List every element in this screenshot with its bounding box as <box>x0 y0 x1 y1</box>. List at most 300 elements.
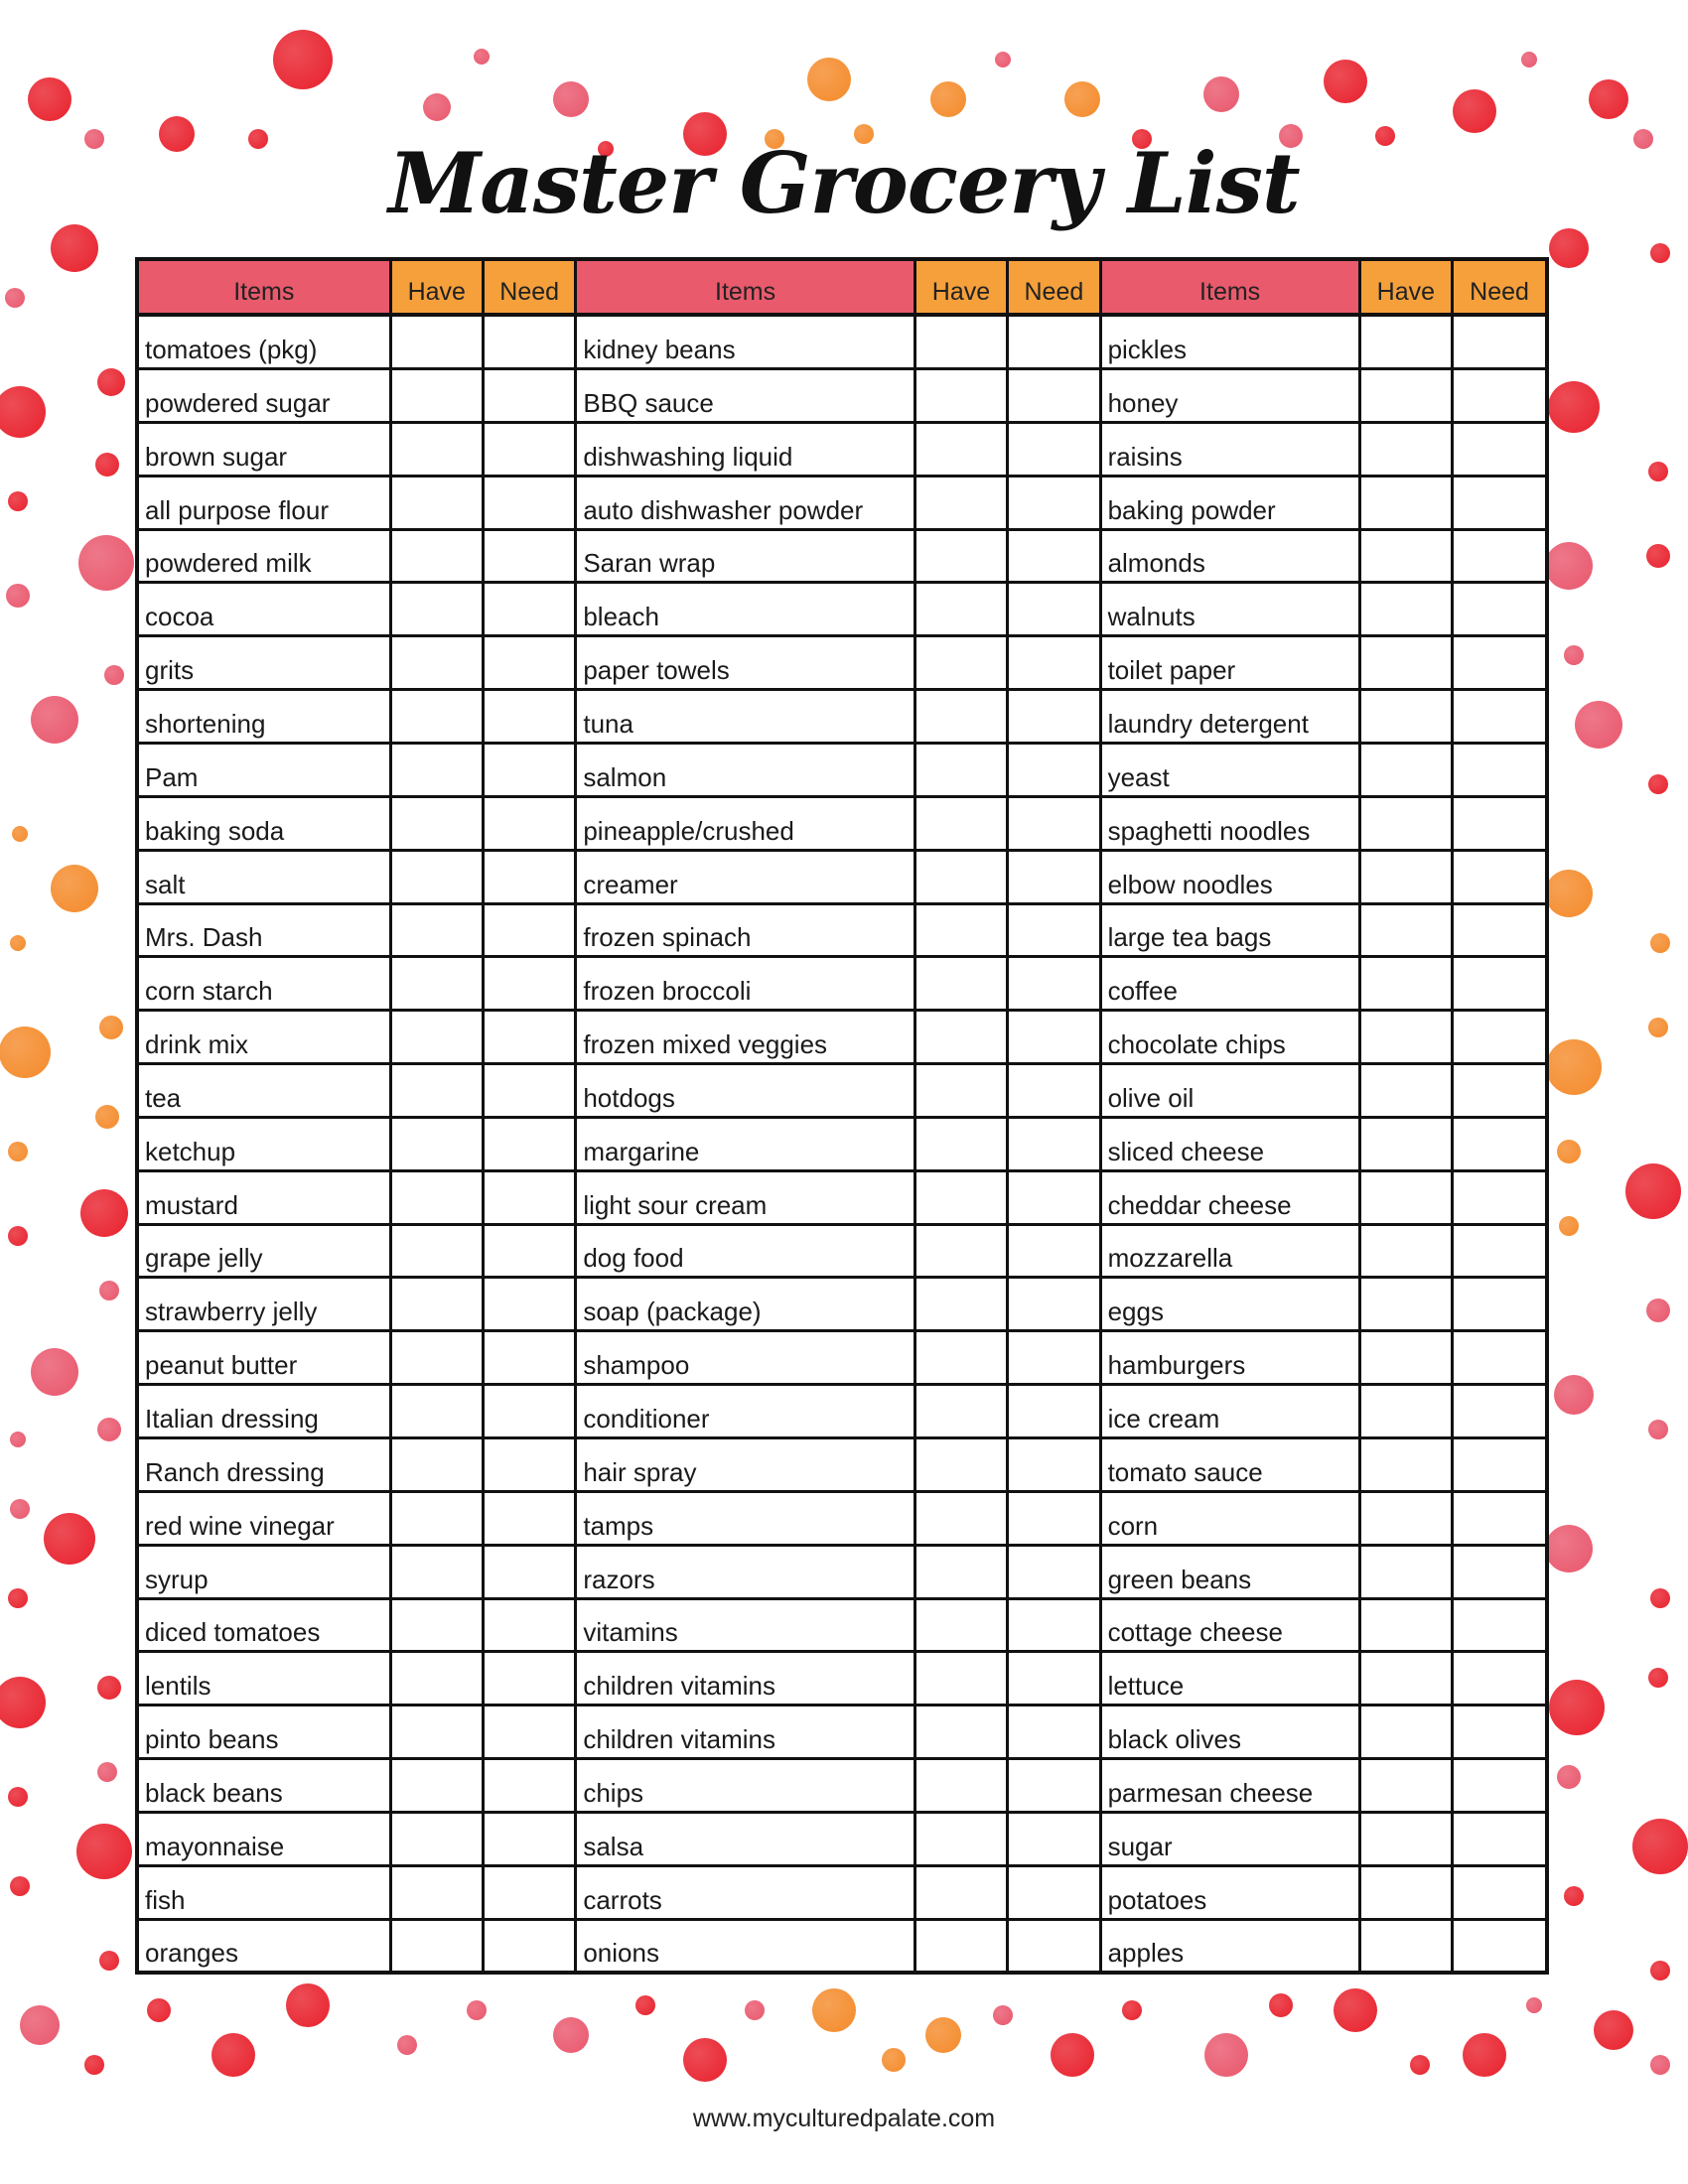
have-checkbox-cell[interactable] <box>390 744 483 797</box>
have-checkbox-cell[interactable] <box>390 1759 483 1813</box>
need-checkbox-cell[interactable] <box>483 850 575 903</box>
need-checkbox-cell[interactable] <box>483 1865 575 1919</box>
have-checkbox-cell[interactable] <box>1359 1011 1452 1064</box>
need-checkbox-cell[interactable] <box>1453 903 1545 957</box>
have-checkbox-cell[interactable] <box>390 636 483 690</box>
need-checkbox-cell[interactable] <box>483 1117 575 1170</box>
item-cell: pickles <box>1100 315 1359 369</box>
item-cell: black beans <box>139 1759 390 1813</box>
header-items-2: Items <box>576 261 914 315</box>
decorative-dot <box>995 52 1011 68</box>
have-checkbox-cell[interactable] <box>1359 476 1452 529</box>
need-checkbox-cell[interactable] <box>483 1812 575 1865</box>
have-checkbox-cell[interactable] <box>1359 744 1452 797</box>
have-checkbox-cell[interactable] <box>914 1437 1007 1491</box>
need-checkbox-cell[interactable] <box>1008 1919 1100 1971</box>
have-checkbox-cell[interactable] <box>1359 1598 1452 1652</box>
decorative-dot <box>211 2033 255 2077</box>
item-cell: paper towels <box>576 636 914 690</box>
need-checkbox-cell[interactable] <box>483 1011 575 1064</box>
have-checkbox-cell[interactable] <box>914 1011 1007 1064</box>
need-checkbox-cell[interactable] <box>1453 850 1545 903</box>
item-cell: tomatoes (pkg) <box>139 315 390 369</box>
table-row <box>139 1437 1545 1491</box>
table-row <box>139 369 1545 423</box>
need-checkbox-cell[interactable] <box>483 636 575 690</box>
item-cell: raisins <box>1100 422 1359 476</box>
decorative-dot <box>1650 1588 1670 1608</box>
have-checkbox-cell[interactable] <box>914 636 1007 690</box>
decorative-dot <box>467 2000 487 2020</box>
decorative-dot <box>745 2000 765 2020</box>
need-checkbox-cell[interactable] <box>483 796 575 850</box>
item-cell: yeast <box>1100 744 1359 797</box>
item-cell: potatoes <box>1100 1865 1359 1919</box>
table-row <box>139 1278 1545 1331</box>
item-cell: ketchup <box>139 1117 390 1170</box>
need-checkbox-cell[interactable] <box>1008 1437 1100 1491</box>
decorative-dot <box>8 1142 28 1161</box>
need-checkbox-cell[interactable] <box>1453 422 1545 476</box>
decorative-dot <box>80 1189 128 1237</box>
have-checkbox-cell[interactable] <box>1359 903 1452 957</box>
have-checkbox-cell[interactable] <box>390 529 483 583</box>
decorative-dot <box>78 535 134 591</box>
decorative-dot <box>1526 1997 1542 2013</box>
need-checkbox-cell[interactable] <box>1008 1598 1100 1652</box>
need-checkbox-cell[interactable] <box>483 422 575 476</box>
have-checkbox-cell[interactable] <box>1359 1278 1452 1331</box>
need-checkbox-cell[interactable] <box>1453 1437 1545 1491</box>
need-checkbox-cell[interactable] <box>1453 1011 1545 1064</box>
have-checkbox-cell[interactable] <box>914 1812 1007 1865</box>
have-checkbox-cell[interactable] <box>1359 690 1452 744</box>
item-cell: Italian dressing <box>139 1385 390 1438</box>
header-need-1: Need <box>483 261 575 315</box>
have-checkbox-cell[interactable] <box>1359 1064 1452 1118</box>
item-cell: eggs <box>1100 1278 1359 1331</box>
have-checkbox-cell[interactable] <box>914 1706 1007 1759</box>
item-cell: children vitamins <box>576 1706 914 1759</box>
decorative-dot <box>97 1418 121 1441</box>
need-checkbox-cell[interactable] <box>1008 744 1100 797</box>
header-items-1: Items <box>139 261 390 315</box>
have-checkbox-cell[interactable] <box>390 1865 483 1919</box>
item-cell: cottage cheese <box>1100 1598 1359 1652</box>
decorative-dot <box>683 2038 727 2082</box>
table-row <box>139 1331 1545 1385</box>
item-cell: lettuce <box>1100 1652 1359 1706</box>
decorative-dot <box>0 1677 46 1728</box>
have-checkbox-cell[interactable] <box>914 1064 1007 1118</box>
have-checkbox-cell[interactable] <box>914 903 1007 957</box>
need-checkbox-cell[interactable] <box>483 1064 575 1118</box>
item-cell: hamburgers <box>1100 1331 1359 1385</box>
have-checkbox-cell[interactable] <box>390 1331 483 1385</box>
have-checkbox-cell[interactable] <box>390 1224 483 1278</box>
need-checkbox-cell[interactable] <box>483 1652 575 1706</box>
have-checkbox-cell[interactable] <box>390 1064 483 1118</box>
need-checkbox-cell[interactable] <box>1453 1385 1545 1438</box>
need-checkbox-cell[interactable] <box>1453 1706 1545 1759</box>
have-checkbox-cell[interactable] <box>1359 796 1452 850</box>
decorative-dot <box>1453 89 1496 133</box>
need-checkbox-cell[interactable] <box>1453 1545 1545 1598</box>
have-checkbox-cell[interactable] <box>914 529 1007 583</box>
decorative-dot <box>99 1016 123 1039</box>
have-checkbox-cell[interactable] <box>1359 422 1452 476</box>
have-checkbox-cell[interactable] <box>914 476 1007 529</box>
need-checkbox-cell[interactable] <box>1453 1331 1545 1385</box>
have-checkbox-cell[interactable] <box>390 1545 483 1598</box>
have-checkbox-cell[interactable] <box>1359 1117 1452 1170</box>
need-checkbox-cell[interactable] <box>483 1331 575 1385</box>
have-checkbox-cell[interactable] <box>390 690 483 744</box>
decorative-dot <box>1463 2033 1506 2077</box>
have-checkbox-cell[interactable] <box>1359 1919 1452 1971</box>
need-checkbox-cell[interactable] <box>1453 1064 1545 1118</box>
have-checkbox-cell[interactable] <box>390 796 483 850</box>
decorative-dot <box>8 491 28 511</box>
have-checkbox-cell[interactable] <box>390 422 483 476</box>
have-checkbox-cell[interactable] <box>1359 1170 1452 1224</box>
have-checkbox-cell[interactable] <box>914 1652 1007 1706</box>
item-cell: auto dishwasher powder <box>576 476 914 529</box>
need-checkbox-cell[interactable] <box>1453 583 1545 636</box>
need-checkbox-cell[interactable] <box>483 1545 575 1598</box>
table-row <box>139 957 1545 1011</box>
table-row <box>139 1491 1545 1545</box>
have-checkbox-cell[interactable] <box>914 744 1007 797</box>
item-cell: sliced cheese <box>1100 1117 1359 1170</box>
need-checkbox-cell[interactable] <box>1008 1759 1100 1813</box>
have-checkbox-cell[interactable] <box>1359 1491 1452 1545</box>
table-row <box>139 1919 1545 1971</box>
decorative-dot <box>1557 1140 1581 1163</box>
have-checkbox-cell[interactable] <box>390 315 483 369</box>
need-checkbox-cell[interactable] <box>483 1491 575 1545</box>
have-checkbox-cell[interactable] <box>390 1652 483 1706</box>
need-checkbox-cell[interactable] <box>1453 1759 1545 1813</box>
item-cell: green beans <box>1100 1545 1359 1598</box>
have-checkbox-cell[interactable] <box>914 850 1007 903</box>
have-checkbox-cell[interactable] <box>914 1545 1007 1598</box>
need-checkbox-cell[interactable] <box>1453 1224 1545 1278</box>
header-have-1: Have <box>390 261 483 315</box>
have-checkbox-cell[interactable] <box>1359 583 1452 636</box>
decorative-dot <box>1549 1680 1605 1735</box>
need-checkbox-cell[interactable] <box>1453 1117 1545 1170</box>
need-checkbox-cell[interactable] <box>1008 369 1100 423</box>
need-checkbox-cell[interactable] <box>1008 1385 1100 1438</box>
have-checkbox-cell[interactable] <box>390 583 483 636</box>
need-checkbox-cell[interactable] <box>1008 1064 1100 1118</box>
item-cell: creamer <box>576 850 914 903</box>
need-checkbox-cell[interactable] <box>1008 903 1100 957</box>
have-checkbox-cell[interactable] <box>390 957 483 1011</box>
decorative-dot <box>97 1762 117 1782</box>
item-cell: walnuts <box>1100 583 1359 636</box>
need-checkbox-cell[interactable] <box>483 315 575 369</box>
have-checkbox-cell[interactable] <box>390 1170 483 1224</box>
need-checkbox-cell[interactable] <box>483 1437 575 1491</box>
have-checkbox-cell[interactable] <box>914 796 1007 850</box>
decorative-dot <box>1646 1298 1670 1322</box>
need-checkbox-cell[interactable] <box>483 1278 575 1331</box>
decorative-dot <box>1650 243 1670 263</box>
have-checkbox-cell[interactable] <box>914 1865 1007 1919</box>
decorative-dot <box>1051 2033 1094 2077</box>
need-checkbox-cell[interactable] <box>483 1706 575 1759</box>
need-checkbox-cell[interactable] <box>1453 1278 1545 1331</box>
item-cell: kidney beans <box>576 315 914 369</box>
have-checkbox-cell[interactable] <box>914 422 1007 476</box>
decorative-dot <box>1334 1988 1377 2032</box>
have-checkbox-cell[interactable] <box>1359 1812 1452 1865</box>
need-checkbox-cell[interactable] <box>483 1170 575 1224</box>
table-row <box>139 1598 1545 1652</box>
have-checkbox-cell[interactable] <box>390 369 483 423</box>
have-checkbox-cell[interactable] <box>914 1331 1007 1385</box>
have-checkbox-cell[interactable] <box>1359 636 1452 690</box>
have-checkbox-cell[interactable] <box>390 1437 483 1491</box>
need-checkbox-cell[interactable] <box>1453 1865 1545 1919</box>
decorative-dot <box>1648 1018 1668 1037</box>
need-checkbox-cell[interactable] <box>1008 796 1100 850</box>
item-cell: Mrs. Dash <box>139 903 390 957</box>
need-checkbox-cell[interactable] <box>1453 957 1545 1011</box>
need-checkbox-cell[interactable] <box>483 369 575 423</box>
decorative-dot <box>95 453 119 477</box>
need-checkbox-cell[interactable] <box>1453 476 1545 529</box>
table-row <box>139 744 1545 797</box>
decorative-dot <box>99 1281 119 1300</box>
table-row <box>139 1545 1545 1598</box>
need-checkbox-cell[interactable] <box>1008 1545 1100 1598</box>
need-checkbox-cell[interactable] <box>1453 1598 1545 1652</box>
need-checkbox-cell[interactable] <box>1453 796 1545 850</box>
need-checkbox-cell[interactable] <box>1008 1224 1100 1278</box>
have-checkbox-cell[interactable] <box>1359 529 1452 583</box>
table-row <box>139 636 1545 690</box>
have-checkbox-cell[interactable] <box>390 1491 483 1545</box>
decorative-dot <box>104 665 124 685</box>
need-checkbox-cell[interactable] <box>1008 422 1100 476</box>
item-cell: grits <box>139 636 390 690</box>
have-checkbox-cell[interactable] <box>914 1117 1007 1170</box>
need-checkbox-cell[interactable] <box>1453 1919 1545 1971</box>
have-checkbox-cell[interactable] <box>914 1278 1007 1331</box>
have-checkbox-cell[interactable] <box>1359 1545 1452 1598</box>
need-checkbox-cell[interactable] <box>483 903 575 957</box>
need-checkbox-cell[interactable] <box>1453 529 1545 583</box>
decorative-dot <box>1545 1525 1593 1572</box>
decorative-dot <box>1269 1993 1293 2017</box>
have-checkbox-cell[interactable] <box>1359 957 1452 1011</box>
have-checkbox-cell[interactable] <box>390 850 483 903</box>
decorative-dot <box>1410 2055 1430 2075</box>
need-checkbox-cell[interactable] <box>1008 1652 1100 1706</box>
item-cell: salt <box>139 850 390 903</box>
need-checkbox-cell[interactable] <box>1453 369 1545 423</box>
footer-url: www.myculturedpalate.com <box>692 2105 996 2132</box>
have-checkbox-cell[interactable] <box>914 1170 1007 1224</box>
have-checkbox-cell[interactable] <box>914 315 1007 369</box>
item-cell: pineapple/crushed <box>576 796 914 850</box>
need-checkbox-cell[interactable] <box>1008 636 1100 690</box>
decorative-dot <box>1554 1375 1594 1415</box>
need-checkbox-cell[interactable] <box>483 957 575 1011</box>
have-checkbox-cell[interactable] <box>390 1011 483 1064</box>
have-checkbox-cell[interactable] <box>1359 1331 1452 1385</box>
have-checkbox-cell[interactable] <box>914 1385 1007 1438</box>
item-cell: lentils <box>139 1652 390 1706</box>
have-checkbox-cell[interactable] <box>390 476 483 529</box>
have-checkbox-cell[interactable] <box>390 1278 483 1331</box>
have-checkbox-cell[interactable] <box>390 1706 483 1759</box>
decorative-dot <box>273 30 333 89</box>
item-cell: salmon <box>576 744 914 797</box>
item-cell: chips <box>576 1759 914 1813</box>
table-row <box>139 903 1545 957</box>
table-row <box>139 1011 1545 1064</box>
need-checkbox-cell[interactable] <box>1008 1812 1100 1865</box>
need-checkbox-cell[interactable] <box>483 1598 575 1652</box>
need-checkbox-cell[interactable] <box>1008 1170 1100 1224</box>
need-checkbox-cell[interactable] <box>1453 1652 1545 1706</box>
have-checkbox-cell[interactable] <box>914 583 1007 636</box>
need-checkbox-cell[interactable] <box>1453 1170 1545 1224</box>
have-checkbox-cell[interactable] <box>1359 1865 1452 1919</box>
have-checkbox-cell[interactable] <box>1359 1437 1452 1491</box>
have-checkbox-cell[interactable] <box>390 903 483 957</box>
need-checkbox-cell[interactable] <box>1453 744 1545 797</box>
have-checkbox-cell[interactable] <box>1359 1652 1452 1706</box>
have-checkbox-cell[interactable] <box>914 1491 1007 1545</box>
need-checkbox-cell[interactable] <box>1453 636 1545 690</box>
need-checkbox-cell[interactable] <box>1008 1117 1100 1170</box>
decorative-dot <box>1064 81 1100 117</box>
item-cell: BBQ sauce <box>576 369 914 423</box>
grocery-table <box>139 261 1545 1971</box>
need-checkbox-cell[interactable] <box>1008 1331 1100 1385</box>
have-checkbox-cell[interactable] <box>914 1919 1007 1971</box>
table-row <box>139 1812 1545 1865</box>
need-checkbox-cell[interactable] <box>1008 476 1100 529</box>
have-checkbox-cell[interactable] <box>390 1117 483 1170</box>
decorative-dot <box>286 1983 330 2027</box>
need-checkbox-cell[interactable] <box>483 583 575 636</box>
decorative-dot <box>8 1226 28 1246</box>
decorative-dot <box>882 2048 906 2072</box>
have-checkbox-cell[interactable] <box>914 690 1007 744</box>
need-checkbox-cell[interactable] <box>483 744 575 797</box>
table-row <box>139 796 1545 850</box>
item-cell: strawberry jelly <box>139 1278 390 1331</box>
need-checkbox-cell[interactable] <box>483 1919 575 1971</box>
need-checkbox-cell[interactable] <box>483 690 575 744</box>
need-checkbox-cell[interactable] <box>1008 690 1100 744</box>
have-checkbox-cell[interactable] <box>390 1598 483 1652</box>
have-checkbox-cell[interactable] <box>1359 369 1452 423</box>
need-checkbox-cell[interactable] <box>1008 1706 1100 1759</box>
need-checkbox-cell[interactable] <box>1008 957 1100 1011</box>
have-checkbox-cell[interactable] <box>390 1812 483 1865</box>
item-cell: olive oil <box>1100 1064 1359 1118</box>
need-checkbox-cell[interactable] <box>1008 583 1100 636</box>
item-cell: fish <box>139 1865 390 1919</box>
table-row <box>139 583 1545 636</box>
decorative-dot <box>1548 381 1600 433</box>
have-checkbox-cell[interactable] <box>1359 1385 1452 1438</box>
have-checkbox-cell[interactable] <box>1359 315 1452 369</box>
have-checkbox-cell[interactable] <box>1359 850 1452 903</box>
have-checkbox-cell[interactable] <box>1359 1759 1452 1813</box>
decorative-dot <box>10 1432 26 1447</box>
header-have-2: Have <box>914 261 1007 315</box>
need-checkbox-cell[interactable] <box>483 476 575 529</box>
need-checkbox-cell[interactable] <box>1008 529 1100 583</box>
decorative-dot <box>51 865 98 912</box>
have-checkbox-cell[interactable] <box>914 1759 1007 1813</box>
have-checkbox-cell[interactable] <box>390 1919 483 1971</box>
decorative-dot <box>1549 228 1589 268</box>
have-checkbox-cell[interactable] <box>914 1598 1007 1652</box>
decorative-dot <box>930 81 966 117</box>
need-checkbox-cell[interactable] <box>483 1224 575 1278</box>
need-checkbox-cell[interactable] <box>483 529 575 583</box>
need-checkbox-cell[interactable] <box>1453 1491 1545 1545</box>
item-cell: tomato sauce <box>1100 1437 1359 1491</box>
decorative-dot <box>1564 1886 1584 1906</box>
table-row <box>139 315 1545 369</box>
decorative-dot <box>20 2005 60 2045</box>
have-checkbox-cell[interactable] <box>1359 1224 1452 1278</box>
table-row <box>139 690 1545 744</box>
decorative-dot <box>0 1026 51 1078</box>
item-cell: almonds <box>1100 529 1359 583</box>
decorative-dot <box>807 58 851 101</box>
have-checkbox-cell[interactable] <box>914 369 1007 423</box>
decorative-dot <box>925 2017 961 2053</box>
item-cell: mayonnaise <box>139 1812 390 1865</box>
need-checkbox-cell[interactable] <box>1008 1491 1100 1545</box>
have-checkbox-cell[interactable] <box>914 957 1007 1011</box>
item-cell: onions <box>576 1919 914 1971</box>
need-checkbox-cell[interactable] <box>1453 690 1545 744</box>
have-checkbox-cell[interactable] <box>914 1224 1007 1278</box>
have-checkbox-cell[interactable] <box>1359 1706 1452 1759</box>
need-checkbox-cell[interactable] <box>1008 1278 1100 1331</box>
item-cell: frozen spinach <box>576 903 914 957</box>
need-checkbox-cell[interactable] <box>1008 1865 1100 1919</box>
need-checkbox-cell[interactable] <box>1453 1812 1545 1865</box>
item-cell: soap (package) <box>576 1278 914 1331</box>
have-checkbox-cell[interactable] <box>390 1385 483 1438</box>
need-checkbox-cell[interactable] <box>1008 1011 1100 1064</box>
need-checkbox-cell[interactable] <box>1008 315 1100 369</box>
header-need-3: Need <box>1453 261 1545 315</box>
need-checkbox-cell[interactable] <box>483 1385 575 1438</box>
need-checkbox-cell[interactable] <box>1453 315 1545 369</box>
decorative-dot <box>10 935 26 951</box>
need-checkbox-cell[interactable] <box>1008 850 1100 903</box>
header-have-3: Have <box>1359 261 1452 315</box>
table-row <box>139 1064 1545 1118</box>
table-row <box>139 1706 1545 1759</box>
decorative-dot <box>1122 2000 1142 2020</box>
need-checkbox-cell[interactable] <box>483 1759 575 1813</box>
